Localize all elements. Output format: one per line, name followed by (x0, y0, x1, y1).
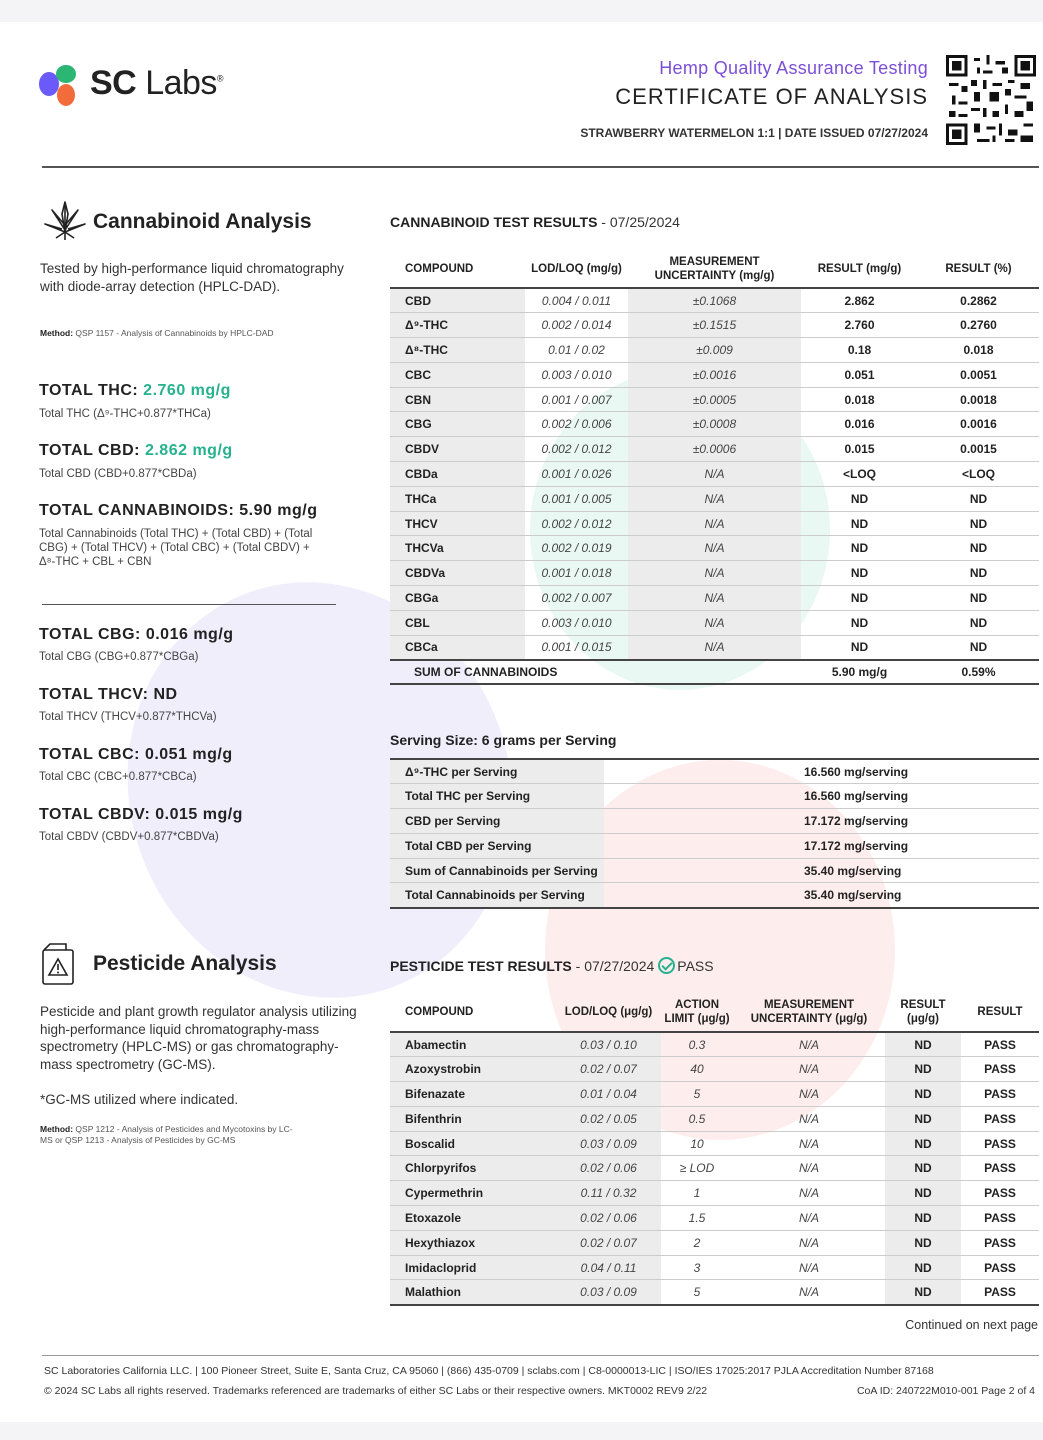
uncertainty-value: N/A (628, 536, 801, 561)
result-ug-value: ND (885, 1032, 961, 1057)
lod-loq-value: 0.002 / 0.012 (525, 437, 628, 462)
sum-mg-value: 5.90 mg/g (801, 660, 918, 684)
table-row (390, 288, 1039, 313)
pesticide-table-title: PESTICIDE TEST RESULTS - 07/27/2024 PASS (390, 958, 714, 974)
compound-name: Cypermethrin (390, 1181, 556, 1206)
pesticide-canister-icon (40, 942, 76, 986)
compound-name: THCV (390, 511, 525, 536)
uncertainty-value: N/A (733, 1131, 885, 1156)
table-row (390, 1156, 1039, 1181)
uncertainty-value: N/A (733, 1156, 885, 1181)
cannabis-leaf-icon (42, 196, 88, 242)
serving-value: 17.172 mg/serving (804, 833, 1039, 858)
lod-loq-value: 0.02 / 0.06 (556, 1206, 661, 1231)
action-limit-value: 1 (661, 1181, 733, 1206)
table-row (390, 1032, 1039, 1057)
table-row (390, 313, 1039, 338)
compound-name: CBDVa (390, 561, 525, 586)
table-row (390, 635, 1039, 660)
pesticide-section-title: Pesticide Analysis (93, 952, 277, 975)
compound-name: CBDV (390, 437, 525, 462)
total-cbdv-heading: TOTAL CBDV: 0.015 mg/g (39, 806, 243, 823)
result-status-value: PASS (961, 1255, 1039, 1280)
compound-name: Hexythiazox (390, 1230, 556, 1255)
uncertainty-value: N/A (733, 1230, 885, 1255)
product-line: STRAWBERRY WATERMELON 1:1 | DATE ISSUED 07/27/2024 (580, 126, 928, 140)
compound-name: Abamectin (390, 1032, 556, 1057)
serving-value: 17.172 mg/serving (804, 809, 1039, 834)
action-limit-value: 10 (661, 1131, 733, 1156)
lod-loq-value: 0.02 / 0.07 (556, 1057, 661, 1082)
compound-name: Δ⁸-THC (390, 338, 525, 363)
lod-loq-value: 0.04 / 0.11 (556, 1255, 661, 1280)
serving-spacer (604, 883, 804, 908)
serving-spacer (604, 759, 804, 784)
result-ug-value: ND (885, 1057, 961, 1082)
uncertainty-value: N/A (733, 1181, 885, 1206)
serving-row (390, 858, 1039, 883)
result-mg-value: ND (801, 610, 918, 635)
uncertainty-value: N/A (733, 1082, 885, 1107)
lod-loq-value: 0.001 / 0.026 (525, 462, 628, 487)
serving-label: Δ⁹-THC per Serving (390, 759, 604, 784)
table-row (390, 362, 1039, 387)
lod-loq-value: 0.003 / 0.010 (525, 362, 628, 387)
uncertainty-value: ±0.0016 (628, 362, 801, 387)
serving-row (390, 784, 1039, 809)
sum-pct-value: 0.59% (918, 660, 1039, 684)
uncertainty-value: ±0.0006 (628, 437, 801, 462)
serving-table (390, 758, 1039, 909)
result-pct-value: ND (918, 511, 1039, 536)
serving-label: Sum of Cannabinoids per Serving (390, 858, 604, 883)
result-mg-value: ND (801, 536, 918, 561)
serving-spacer (604, 784, 804, 809)
result-ug-value: ND (885, 1230, 961, 1255)
uncertainty-value: N/A (628, 486, 801, 511)
result-ug-value: ND (885, 1082, 961, 1107)
result-status-value: PASS (961, 1032, 1039, 1057)
lod-loq-value: 0.03 / 0.09 (556, 1280, 661, 1305)
uncertainty-value: N/A (628, 635, 801, 660)
serving-value: 35.40 mg/serving (804, 858, 1039, 883)
result-pct-value: <LOQ (918, 462, 1039, 487)
table-row (390, 387, 1039, 412)
action-limit-value: 0.3 (661, 1032, 733, 1057)
result-mg-value: 0.051 (801, 362, 918, 387)
result-pct-value: ND (918, 586, 1039, 611)
result-ug-value: ND (885, 1106, 961, 1131)
result-status-value: PASS (961, 1057, 1039, 1082)
lod-loq-value: 0.002 / 0.014 (525, 313, 628, 338)
compound-name: CBL (390, 610, 525, 635)
table-row (390, 1082, 1039, 1107)
table-row (390, 561, 1039, 586)
col-result: RESULT (961, 992, 1039, 1032)
result-ug-value: ND (885, 1280, 961, 1305)
compound-name: CBN (390, 387, 525, 412)
lod-loq-value: 0.11 / 0.32 (556, 1181, 661, 1206)
action-limit-value: 5 (661, 1082, 733, 1107)
page-bottom-band (0, 1422, 1043, 1440)
pesticide-results-table (390, 992, 1039, 1306)
lod-loq-value: 0.03 / 0.09 (556, 1131, 661, 1156)
compound-name: Bifenazate (390, 1082, 556, 1107)
table-row (390, 1255, 1039, 1280)
serving-label: Total THC per Serving (390, 784, 604, 809)
serving-row (390, 883, 1039, 908)
table-row (390, 1106, 1039, 1131)
total-cbdv-formula: Total CBDV (CBDV+0.877*CBDVa) (39, 831, 219, 843)
header-title: CERTIFICATE OF ANALYSIS (615, 84, 928, 109)
uncertainty-value: ±0.1515 (628, 313, 801, 338)
result-status-value: PASS (961, 1280, 1039, 1305)
total-cbd-heading: TOTAL CBD: 2.862 mg/g (39, 442, 233, 459)
sum-row (390, 660, 1039, 684)
compound-name: Bifenthrin (390, 1106, 556, 1131)
result-pct-value: ND (918, 561, 1039, 586)
serving-label: CBD per Serving (390, 809, 604, 834)
serving-row (390, 759, 1039, 784)
cannabinoid-description: Tested by high-performance liquid chromatography with diode-array detection (HPLC-DAD). (40, 261, 344, 294)
result-mg-value: ND (801, 635, 918, 660)
table-row (390, 1230, 1039, 1255)
col-result-mg: RESULT (mg/g) (801, 250, 918, 288)
compound-name: CBG (390, 412, 525, 437)
pass-check-icon (658, 957, 675, 974)
uncertainty-value: N/A (733, 1280, 885, 1305)
uncertainty-value: ±0.0005 (628, 387, 801, 412)
result-status-value: PASS (961, 1131, 1039, 1156)
result-ug-value: ND (885, 1131, 961, 1156)
table-row (390, 486, 1039, 511)
pesticide-description: Pesticide and plant growth regulator analysis utilizing high-performance liquid chromatography-mass spectrometry (HPLC-MS) or gas chromatography-mass spectrometry (GC-MS). (40, 1004, 357, 1072)
uncertainty-value: N/A (733, 1032, 885, 1057)
footer-divider (42, 1355, 1039, 1356)
result-mg-value: 0.018 (801, 387, 918, 412)
table-row (390, 1280, 1039, 1305)
lod-loq-value: 0.002 / 0.007 (525, 586, 628, 611)
result-pct-value: ND (918, 635, 1039, 660)
serving-spacer (604, 858, 804, 883)
result-ug-value: ND (885, 1206, 961, 1231)
result-pct-value: 0.0016 (918, 412, 1039, 437)
header-subtitle: Hemp Quality Assurance Testing (659, 58, 928, 78)
table-row (390, 511, 1039, 536)
action-limit-value: 1.5 (661, 1206, 733, 1231)
serving-spacer (604, 809, 804, 834)
result-status-value: PASS (961, 1181, 1039, 1206)
lod-loq-value: 0.02 / 0.07 (556, 1230, 661, 1255)
compound-name: CBC (390, 362, 525, 387)
total-cbg-heading: TOTAL CBG: 0.016 mg/g (39, 626, 234, 643)
pesticide-method: Method: QSP 1212 - Analysis of Pesticides and Mycotoxins by LC-MS or QSP 1213 - Analysis of Pesticides by GC-MS (40, 1124, 293, 1145)
qr-code-icon (946, 55, 1036, 145)
compound-name: CBD (390, 288, 525, 313)
footer-coa-id: CoA ID: 240722M010-001 Page 2 of 4 (856, 1385, 1035, 1397)
lod-loq-value: 0.02 / 0.06 (556, 1156, 661, 1181)
table-row (390, 1206, 1039, 1231)
compound-name: CBGa (390, 586, 525, 611)
uncertainty-value: ±0.009 (628, 338, 801, 363)
serving-row (390, 833, 1039, 858)
result-mg-value: 0.015 (801, 437, 918, 462)
result-pct-value: 0.0051 (918, 362, 1039, 387)
total-cannabinoids-formula: Total Cannabinoids (Total THC) + (Total CBD) + (Total CBG) + (Total THCV) + (Total CBC) + (Total CBDV) + Δ⁸-THC + CBL + CBN (39, 528, 313, 568)
table-row (390, 338, 1039, 363)
result-ug-value: ND (885, 1255, 961, 1280)
result-status-value: PASS (961, 1106, 1039, 1131)
serving-value: 35.40 mg/serving (804, 883, 1039, 908)
col-result-ug: RESULT (μg/g) (885, 992, 961, 1032)
uncertainty-value: ±0.1068 (628, 288, 801, 313)
action-limit-value: 2 (661, 1230, 733, 1255)
result-status-value: PASS (961, 1156, 1039, 1181)
header-titles (580, 58, 928, 140)
uncertainty-value: N/A (733, 1057, 885, 1082)
table-row (390, 1181, 1039, 1206)
result-mg-value: ND (801, 486, 918, 511)
total-thcv-heading: TOTAL THCV: ND (39, 686, 178, 703)
lod-loq-value: 0.001 / 0.015 (525, 635, 628, 660)
uncertainty-value: N/A (733, 1206, 885, 1231)
result-ug-value: ND (885, 1156, 961, 1181)
col-compound: COMPOUND (390, 992, 556, 1032)
uncertainty-value: N/A (628, 511, 801, 536)
action-limit-value: 5 (661, 1280, 733, 1305)
col-lod-loq: LOD/LOQ (mg/g) (525, 250, 628, 288)
serving-label: Total Cannabinoids per Serving (390, 883, 604, 908)
lod-loq-value: 0.001 / 0.007 (525, 387, 628, 412)
result-status-value: PASS (961, 1082, 1039, 1107)
page-top-band (0, 0, 1043, 22)
action-limit-value: 3 (661, 1255, 733, 1280)
sum-label: SUM OF CANNABINOIDS (390, 660, 801, 684)
lod-loq-value: 0.002 / 0.012 (525, 511, 628, 536)
pesticide-pass-badge: PASS (677, 958, 714, 974)
result-pct-value: 0.0018 (918, 387, 1039, 412)
result-mg-value: <LOQ (801, 462, 918, 487)
result-mg-value: 0.016 (801, 412, 918, 437)
logo-wordmark: SC Labs® (90, 64, 224, 102)
lod-loq-value: 0.001 / 0.005 (525, 486, 628, 511)
lod-loq-value: 0.001 / 0.018 (525, 561, 628, 586)
footer-address: SC Laboratories California LLC. | 100 Pioneer Street, Suite E, Santa Cruz, CA 95060 | (866) 435-0709 | sclabs.com | C8-0000013-LIC | ISO/IES 17025:2017 PJLA Accreditation Number 87168 (44, 1365, 934, 1377)
total-cbg-formula: Total CBG (CBG+0.877*CBGa) (39, 651, 199, 663)
table-row (390, 1057, 1039, 1082)
total-cbc-formula: Total CBC (CBC+0.877*CBCa) (39, 771, 197, 783)
footer-copyright: © 2024 SC Labs all rights reserved. Trademarks referenced are trademarks of either SC Labs or their respective owners. MKT0002 REV9 2/22 (44, 1385, 708, 1397)
result-pct-value: ND (918, 536, 1039, 561)
result-mg-value: ND (801, 511, 918, 536)
result-mg-value: ND (801, 586, 918, 611)
action-limit-value: ≥ LOD (661, 1156, 733, 1181)
lod-loq-value: 0.002 / 0.006 (525, 412, 628, 437)
uncertainty-value: N/A (628, 462, 801, 487)
serving-value: 16.560 mg/serving (804, 784, 1039, 809)
result-pct-value: 0.0015 (918, 437, 1039, 462)
total-cbc-heading: TOTAL CBC: 0.051 mg/g (39, 746, 233, 763)
compound-name: Imidacloprid (390, 1255, 556, 1280)
uncertainty-value: ±0.0008 (628, 412, 801, 437)
lod-loq-value: 0.01 / 0.02 (525, 338, 628, 363)
gc-ms-note: *GC-MS utilized where indicated. (40, 1092, 239, 1107)
compound-name: Δ⁹-THC (390, 313, 525, 338)
result-status-value: PASS (961, 1206, 1039, 1231)
total-thc-formula: Total THC (Δ⁹-THC+0.877*THCa) (39, 408, 211, 420)
uncertainty-value: N/A (628, 586, 801, 611)
lod-loq-value: 0.004 / 0.011 (525, 288, 628, 313)
table-row (390, 412, 1039, 437)
result-pct-value: 0.2760 (918, 313, 1039, 338)
lod-loq-value: 0.02 / 0.05 (556, 1106, 661, 1131)
result-pct-value: ND (918, 486, 1039, 511)
compound-name: THCa (390, 486, 525, 511)
total-cbd-formula: Total CBD (CBD+0.877*CBDa) (39, 468, 197, 480)
total-thc-heading: TOTAL THC: 2.760 mg/g (39, 382, 231, 399)
uncertainty-value: N/A (628, 561, 801, 586)
lod-loq-value: 0.003 / 0.010 (525, 610, 628, 635)
action-limit-value: 0.5 (661, 1106, 733, 1131)
cannabinoid-section-title: Cannabinoid Analysis (93, 210, 312, 233)
result-mg-value: 0.18 (801, 338, 918, 363)
cannabinoid-method: Method: QSP 1157 - Analysis of Cannabinoids by HPLC-DAD (40, 328, 274, 338)
serving-spacer (604, 833, 804, 858)
serving-size-title: Serving Size: 6 grams per Serving (390, 732, 617, 748)
col-uncertainty: MEASUREMENT UNCERTAINTY (mg/g) (628, 250, 801, 288)
compound-name: Chlorpyrifos (390, 1156, 556, 1181)
result-status-value: PASS (961, 1230, 1039, 1255)
col-uncertainty: MEASUREMENT UNCERTAINTY (μg/g) (733, 992, 885, 1032)
table-row (390, 1131, 1039, 1156)
cannabinoid-results-table (390, 250, 1039, 685)
result-mg-value: 2.760 (801, 313, 918, 338)
compound-name: THCVa (390, 536, 525, 561)
lod-loq-value: 0.03 / 0.10 (556, 1032, 661, 1057)
compound-name: CBCa (390, 635, 525, 660)
lod-loq-value: 0.01 / 0.04 (556, 1082, 661, 1107)
col-action-limit: ACTION LIMIT (μg/g) (661, 992, 733, 1032)
table-row (390, 586, 1039, 611)
result-mg-value: 2.862 (801, 288, 918, 313)
lod-loq-value: 0.002 / 0.019 (525, 536, 628, 561)
uncertainty-value: N/A (733, 1255, 885, 1280)
result-pct-value: 0.2862 (918, 288, 1039, 313)
compound-name: Etoxazole (390, 1206, 556, 1231)
compound-name: Boscalid (390, 1131, 556, 1156)
table-row (390, 610, 1039, 635)
action-limit-value: 40 (661, 1057, 733, 1082)
continued-note: Continued on next page (905, 1318, 1038, 1332)
serving-label: Total CBD per Serving (390, 833, 604, 858)
total-cannabinoids-heading: TOTAL CANNABINOIDS: 5.90 mg/g (39, 502, 318, 519)
header-divider (42, 166, 1039, 168)
result-pct-value: ND (918, 610, 1039, 635)
col-lod-loq: LOD/LOQ (μg/g) (556, 992, 661, 1032)
left-divider (42, 604, 336, 605)
cannabinoid-table-title: CANNABINOID TEST RESULTS - 07/25/2024 (390, 214, 680, 230)
result-pct-value: 0.018 (918, 338, 1039, 363)
sc-labs-logo-icon (36, 62, 80, 108)
table-row (390, 437, 1039, 462)
col-compound: COMPOUND (390, 250, 525, 288)
result-mg-value: ND (801, 561, 918, 586)
compound-name: Azoxystrobin (390, 1057, 556, 1082)
uncertainty-value: N/A (628, 610, 801, 635)
serving-row (390, 809, 1039, 834)
table-row (390, 462, 1039, 487)
table-row (390, 536, 1039, 561)
compound-name: Malathion (390, 1280, 556, 1305)
uncertainty-value: N/A (733, 1106, 885, 1131)
col-result-pct: RESULT (%) (918, 250, 1039, 288)
result-ug-value: ND (885, 1181, 961, 1206)
compound-name: CBDa (390, 462, 525, 487)
total-thcv-formula: Total THCV (THCV+0.877*THCVa) (39, 711, 217, 723)
serving-value: 16.560 mg/serving (804, 759, 1039, 784)
